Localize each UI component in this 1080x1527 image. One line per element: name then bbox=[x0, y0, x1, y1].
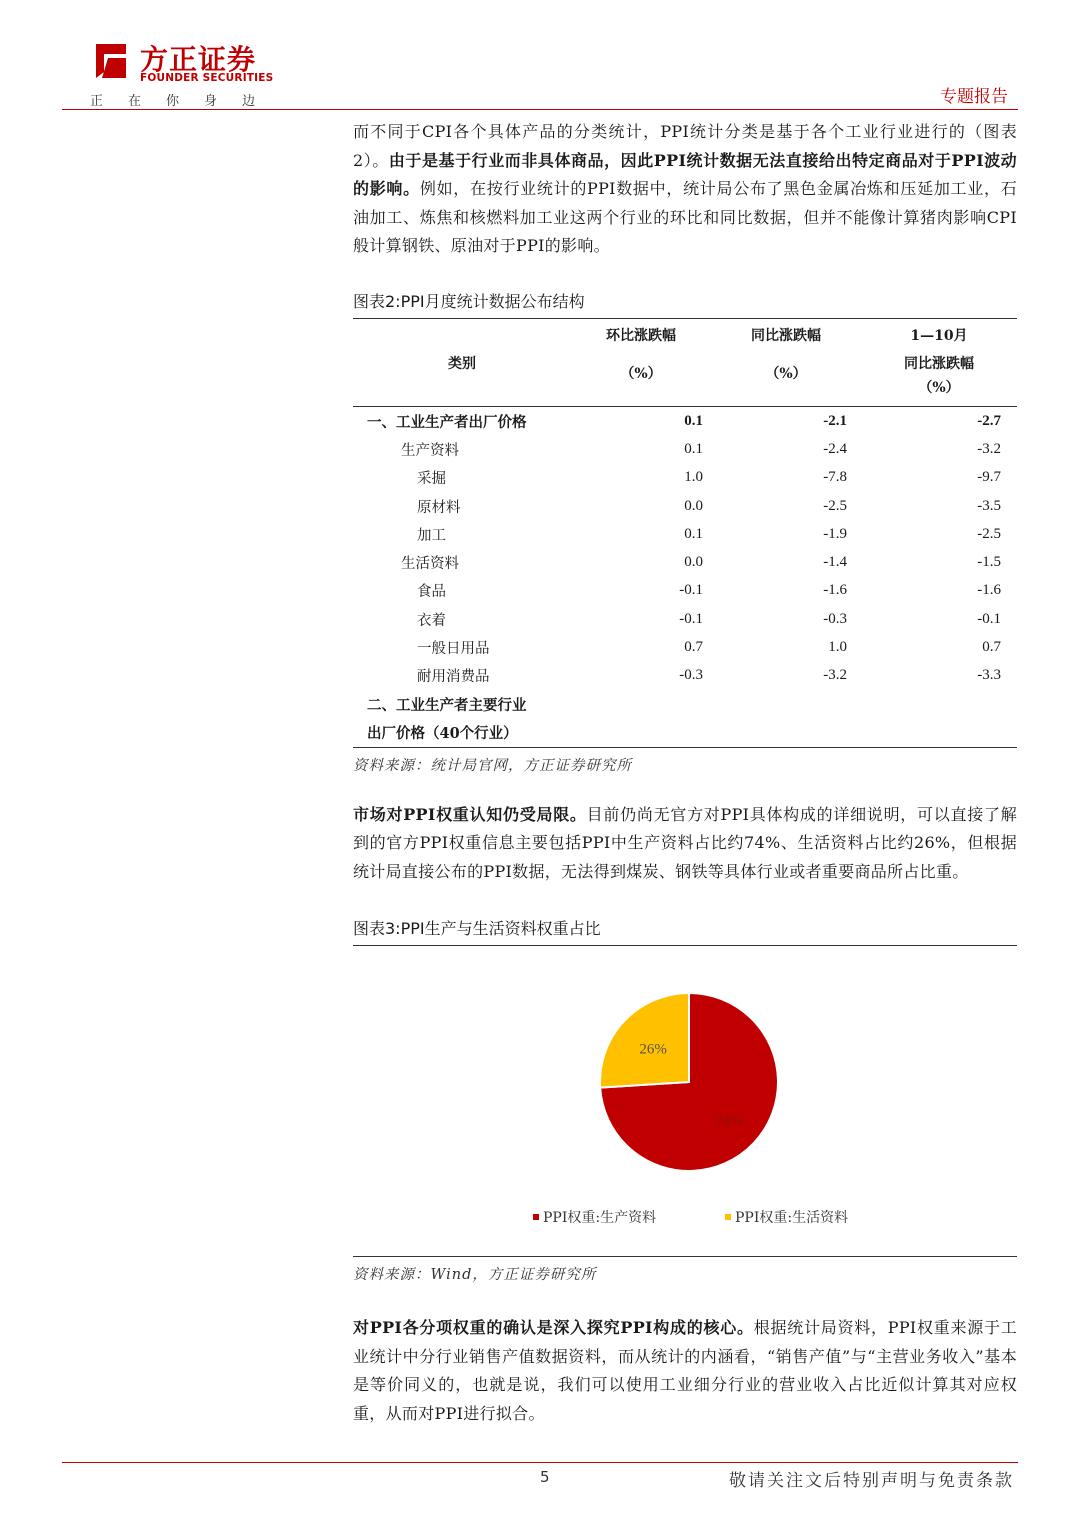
header-ytd-label: 同比涨跌幅 bbox=[904, 355, 974, 372]
paragraph-2 bbox=[353, 801, 1017, 887]
row-label: 一、工业生产者出厂价格 bbox=[367, 413, 527, 431]
disclaimer-link[interactable]: 敬请关注文后特别声明与免责条款 bbox=[729, 1471, 1014, 1491]
pie-slice-living bbox=[600, 993, 689, 1088]
table-row bbox=[353, 435, 1017, 463]
cell-ytd: -3.5 bbox=[977, 497, 1001, 514]
header-ytd bbox=[861, 319, 1017, 407]
cell-mom: 1.0 bbox=[684, 469, 703, 486]
brand-name-en: FOUNDER SECURITIES bbox=[140, 72, 274, 84]
report-type-label: 专题报告 bbox=[940, 87, 1008, 107]
table-header-row bbox=[353, 319, 1017, 407]
table-row bbox=[353, 662, 1017, 690]
table-row bbox=[353, 718, 1017, 747]
cell-ytd: -3.3 bbox=[977, 667, 1001, 684]
figure-3-bottom-rule bbox=[353, 1256, 1017, 1257]
paragraph-2-bold: 市场对PPI权重认知仍受局限。 bbox=[353, 804, 587, 824]
cell-ytd: -1.5 bbox=[977, 554, 1001, 571]
cell-yoy: -3.2 bbox=[823, 667, 847, 684]
table-row bbox=[353, 605, 1017, 633]
cell-ytd: 0.7 bbox=[982, 639, 1001, 656]
cell-mom: -0.3 bbox=[679, 667, 703, 684]
paragraph-1-bold: 由于是基于行业而非具体商品，因此PPI统计数据无法直接给出特定商品对于PPI波动的影响。 bbox=[353, 150, 1017, 198]
paragraph-1-text: 而不同于CPI各个具体产品的分类统计，PPI统计分类是基于各个工业行业进行的（图表2）。 bbox=[353, 122, 1017, 170]
row-label: 食品 bbox=[417, 584, 446, 601]
legend-label-production: PPI权重:生产资料 bbox=[543, 1210, 657, 1227]
header-mom-label: 环比涨跌幅 bbox=[606, 327, 676, 344]
pie-label-production: 74% bbox=[715, 1112, 743, 1129]
founder-logo-icon bbox=[88, 40, 130, 82]
page-number: 5 bbox=[540, 1468, 550, 1486]
row-label: 加工 bbox=[417, 527, 446, 544]
cell-yoy: -1.4 bbox=[823, 554, 847, 571]
header-ytd-unit: （%） bbox=[918, 379, 960, 396]
row-label: 原材料 bbox=[417, 499, 461, 516]
brand-slogan: 正在你身边 bbox=[90, 94, 281, 109]
main-content bbox=[353, 118, 1017, 1428]
figure-2-title: 图表2:PPI月度统计数据公布结构 bbox=[353, 289, 1017, 319]
footer-divider bbox=[62, 1462, 1018, 1463]
cell-mom: -0.1 bbox=[679, 610, 703, 627]
paragraph-1-rest: 例如，在按行业统计的PPI数据中，统计局公布了黑色金属冶炼和压延加工业，石油加工、炼焦和核燃料加工业这两个行业的环比和同比数据，但并不能像计算猪肉影响CPI般计算钢铁、原油对于PPI的影响。 bbox=[353, 179, 1018, 255]
cell-yoy: -1.6 bbox=[823, 582, 847, 599]
cell-yoy: -1.9 bbox=[823, 525, 847, 542]
table-row bbox=[353, 464, 1017, 492]
legend-label-living: PPI权重:生活资料 bbox=[735, 1210, 849, 1227]
header-yoy-label: 同比涨跌幅 bbox=[751, 327, 821, 344]
table-row bbox=[353, 577, 1017, 605]
cell-yoy: -2.4 bbox=[823, 440, 847, 457]
cell-yoy: -7.8 bbox=[823, 469, 847, 486]
page-header bbox=[0, 0, 1080, 112]
header-ytd-period: 1—10月 bbox=[910, 327, 968, 344]
cell-mom: 0.1 bbox=[684, 412, 703, 429]
pie-chart bbox=[353, 946, 1017, 1256]
cell-mom: 0.0 bbox=[684, 554, 703, 571]
header-category: 类别 bbox=[448, 355, 476, 372]
header-yoy bbox=[711, 319, 861, 407]
cell-yoy: -0.3 bbox=[823, 610, 847, 627]
paragraph-2-rest: 目前仍尚无官方对PPI具体构成的详细说明，可以直接了解到的官方PPI权重信息主要包括PPI中生产资料占比约74%、生活资料占比约26%，但根据统计局直接公布的PPI数据，无法得到煤炭、钢铁等具体行业或者重要商品所占比重。 bbox=[353, 804, 1017, 881]
row-label: 生活资料 bbox=[401, 556, 459, 573]
header-divider bbox=[62, 109, 1018, 110]
row-label: 二、工业生产者主要行业 bbox=[367, 696, 527, 714]
table-row bbox=[353, 492, 1017, 520]
pie-label-living: 26% bbox=[639, 1041, 667, 1058]
header-mom-unit: （%） bbox=[620, 365, 662, 382]
table-row bbox=[353, 520, 1017, 548]
table-row bbox=[353, 633, 1017, 661]
row-label: 采掘 bbox=[417, 471, 446, 488]
table-row bbox=[353, 690, 1017, 718]
row-label: 一般日用品 bbox=[417, 641, 490, 658]
legend-swatch-living bbox=[725, 1214, 731, 1220]
header-mom bbox=[571, 319, 711, 407]
ppi-structure-table bbox=[353, 319, 1017, 748]
cell-yoy: 1.0 bbox=[828, 639, 847, 656]
paragraph-3-rest: 根据统计局资料，PPI权重来源于工业统计中分行业销售产值数据资料，而从统计的内涵看，“销售产值”与“主营业务收入”基本是等价同义的，也就是说，我们可以使用工业细分行业的营业收入占比近似计算其对应权重，从而对PPI进行拟合。 bbox=[353, 1318, 1017, 1423]
row-label: 衣着 bbox=[417, 612, 446, 629]
cell-ytd: -2.5 bbox=[977, 525, 1001, 542]
paragraph-3-bold: 对PPI各分项权重的确认是深入探究PPI构成的核心。 bbox=[353, 1318, 754, 1338]
cell-yoy: -2.5 bbox=[823, 497, 847, 514]
figure-2-source: 资料来源：统计局官网，方正证券研究所 bbox=[353, 757, 632, 774]
cell-mom: 0.1 bbox=[684, 440, 703, 457]
table-row bbox=[353, 548, 1017, 576]
cell-mom: 0.1 bbox=[684, 525, 703, 542]
cell-ytd: -0.1 bbox=[977, 610, 1001, 627]
cell-mom: 0.0 bbox=[684, 497, 703, 514]
cell-ytd: -1.6 bbox=[977, 582, 1001, 599]
cell-ytd: -2.7 bbox=[977, 412, 1001, 429]
table-row bbox=[353, 407, 1017, 435]
cell-mom: -0.1 bbox=[679, 582, 703, 599]
cell-yoy: -2.1 bbox=[823, 412, 847, 429]
header-yoy-unit: （%） bbox=[765, 365, 807, 382]
brand-name-cn: 方正证券 bbox=[140, 43, 257, 76]
cell-ytd: -3.2 bbox=[977, 440, 1001, 457]
cell-ytd: -9.7 bbox=[977, 469, 1001, 486]
figure-3-source: 资料来源：Wind，方正证券研究所 bbox=[353, 1267, 597, 1284]
row-label: 出厂价格（40个行业） bbox=[367, 724, 518, 742]
cell-mom: 0.7 bbox=[684, 639, 703, 656]
row-label: 耐用消费品 bbox=[417, 669, 490, 686]
figure-3-title: 图表3:PPI生产与生活资料权重占比 bbox=[353, 916, 1017, 946]
paragraph-3 bbox=[353, 1314, 1017, 1428]
legend-swatch-production bbox=[533, 1214, 539, 1220]
row-label: 生产资料 bbox=[401, 442, 459, 459]
paragraph-1 bbox=[353, 118, 1017, 261]
